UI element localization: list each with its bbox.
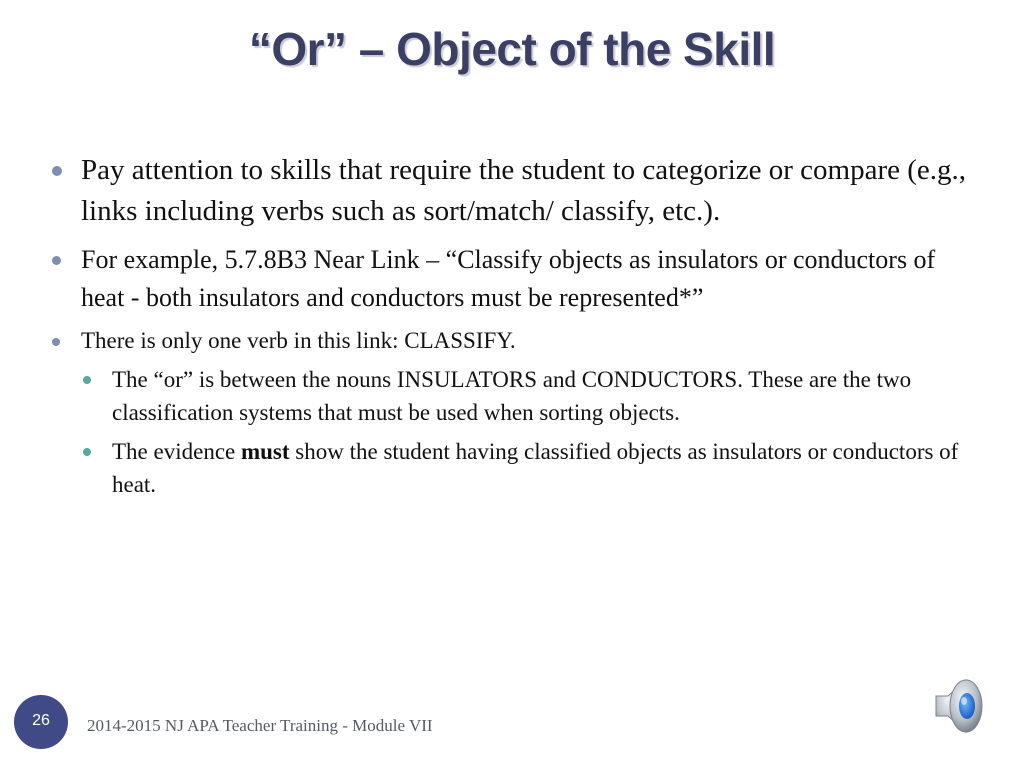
sub-bullet-item bbox=[83, 435, 977, 501]
bullet-dot-icon bbox=[52, 256, 61, 265]
slide-body bbox=[52, 150, 977, 507]
speaker-icon[interactable] bbox=[928, 670, 998, 740]
sub-bullet-text-before: The evidence bbox=[112, 439, 241, 464]
sub-bullet-emphasis: must bbox=[240, 439, 290, 464]
bullet-text: Pay attention to skills that require the student to categorize or compare (e.g., links including verbs such as sort/match/ classify, etc.). bbox=[81, 154, 967, 227]
footer-text: 2014-2015 NJ APA Teacher Training - Module VII bbox=[87, 716, 433, 735]
slide-title: “Or” – Object of the Skill bbox=[248, 23, 776, 75]
bullet-text: There is only one verb in this link: CLASSIFY. bbox=[81, 328, 516, 353]
bullet-item bbox=[52, 150, 977, 232]
bullet-dot-icon bbox=[52, 338, 60, 346]
page-number-badge: 26 bbox=[14, 695, 68, 749]
sub-bullet-text-after: show the student having classified objects as insulators or conductors of heat. bbox=[112, 439, 959, 497]
sub-bullet-dot-icon bbox=[83, 376, 91, 384]
bullet-dot-icon bbox=[52, 166, 62, 176]
bullet-text: For example, 5.7.8B3 Near Link – “Classify objects as insulators or conductors of heat - both insulators and conductors must be represented*” bbox=[81, 245, 936, 312]
bullet-item bbox=[52, 325, 977, 357]
sub-bullet-dot-icon bbox=[83, 448, 91, 456]
bullet-item bbox=[52, 241, 977, 316]
sub-bullet-text: The “or” is between the nouns INSULATORS and CONDUCTORS. These are the two classification systems that must be used when sorting objects. bbox=[112, 367, 912, 425]
sub-bullet-item bbox=[83, 363, 977, 429]
